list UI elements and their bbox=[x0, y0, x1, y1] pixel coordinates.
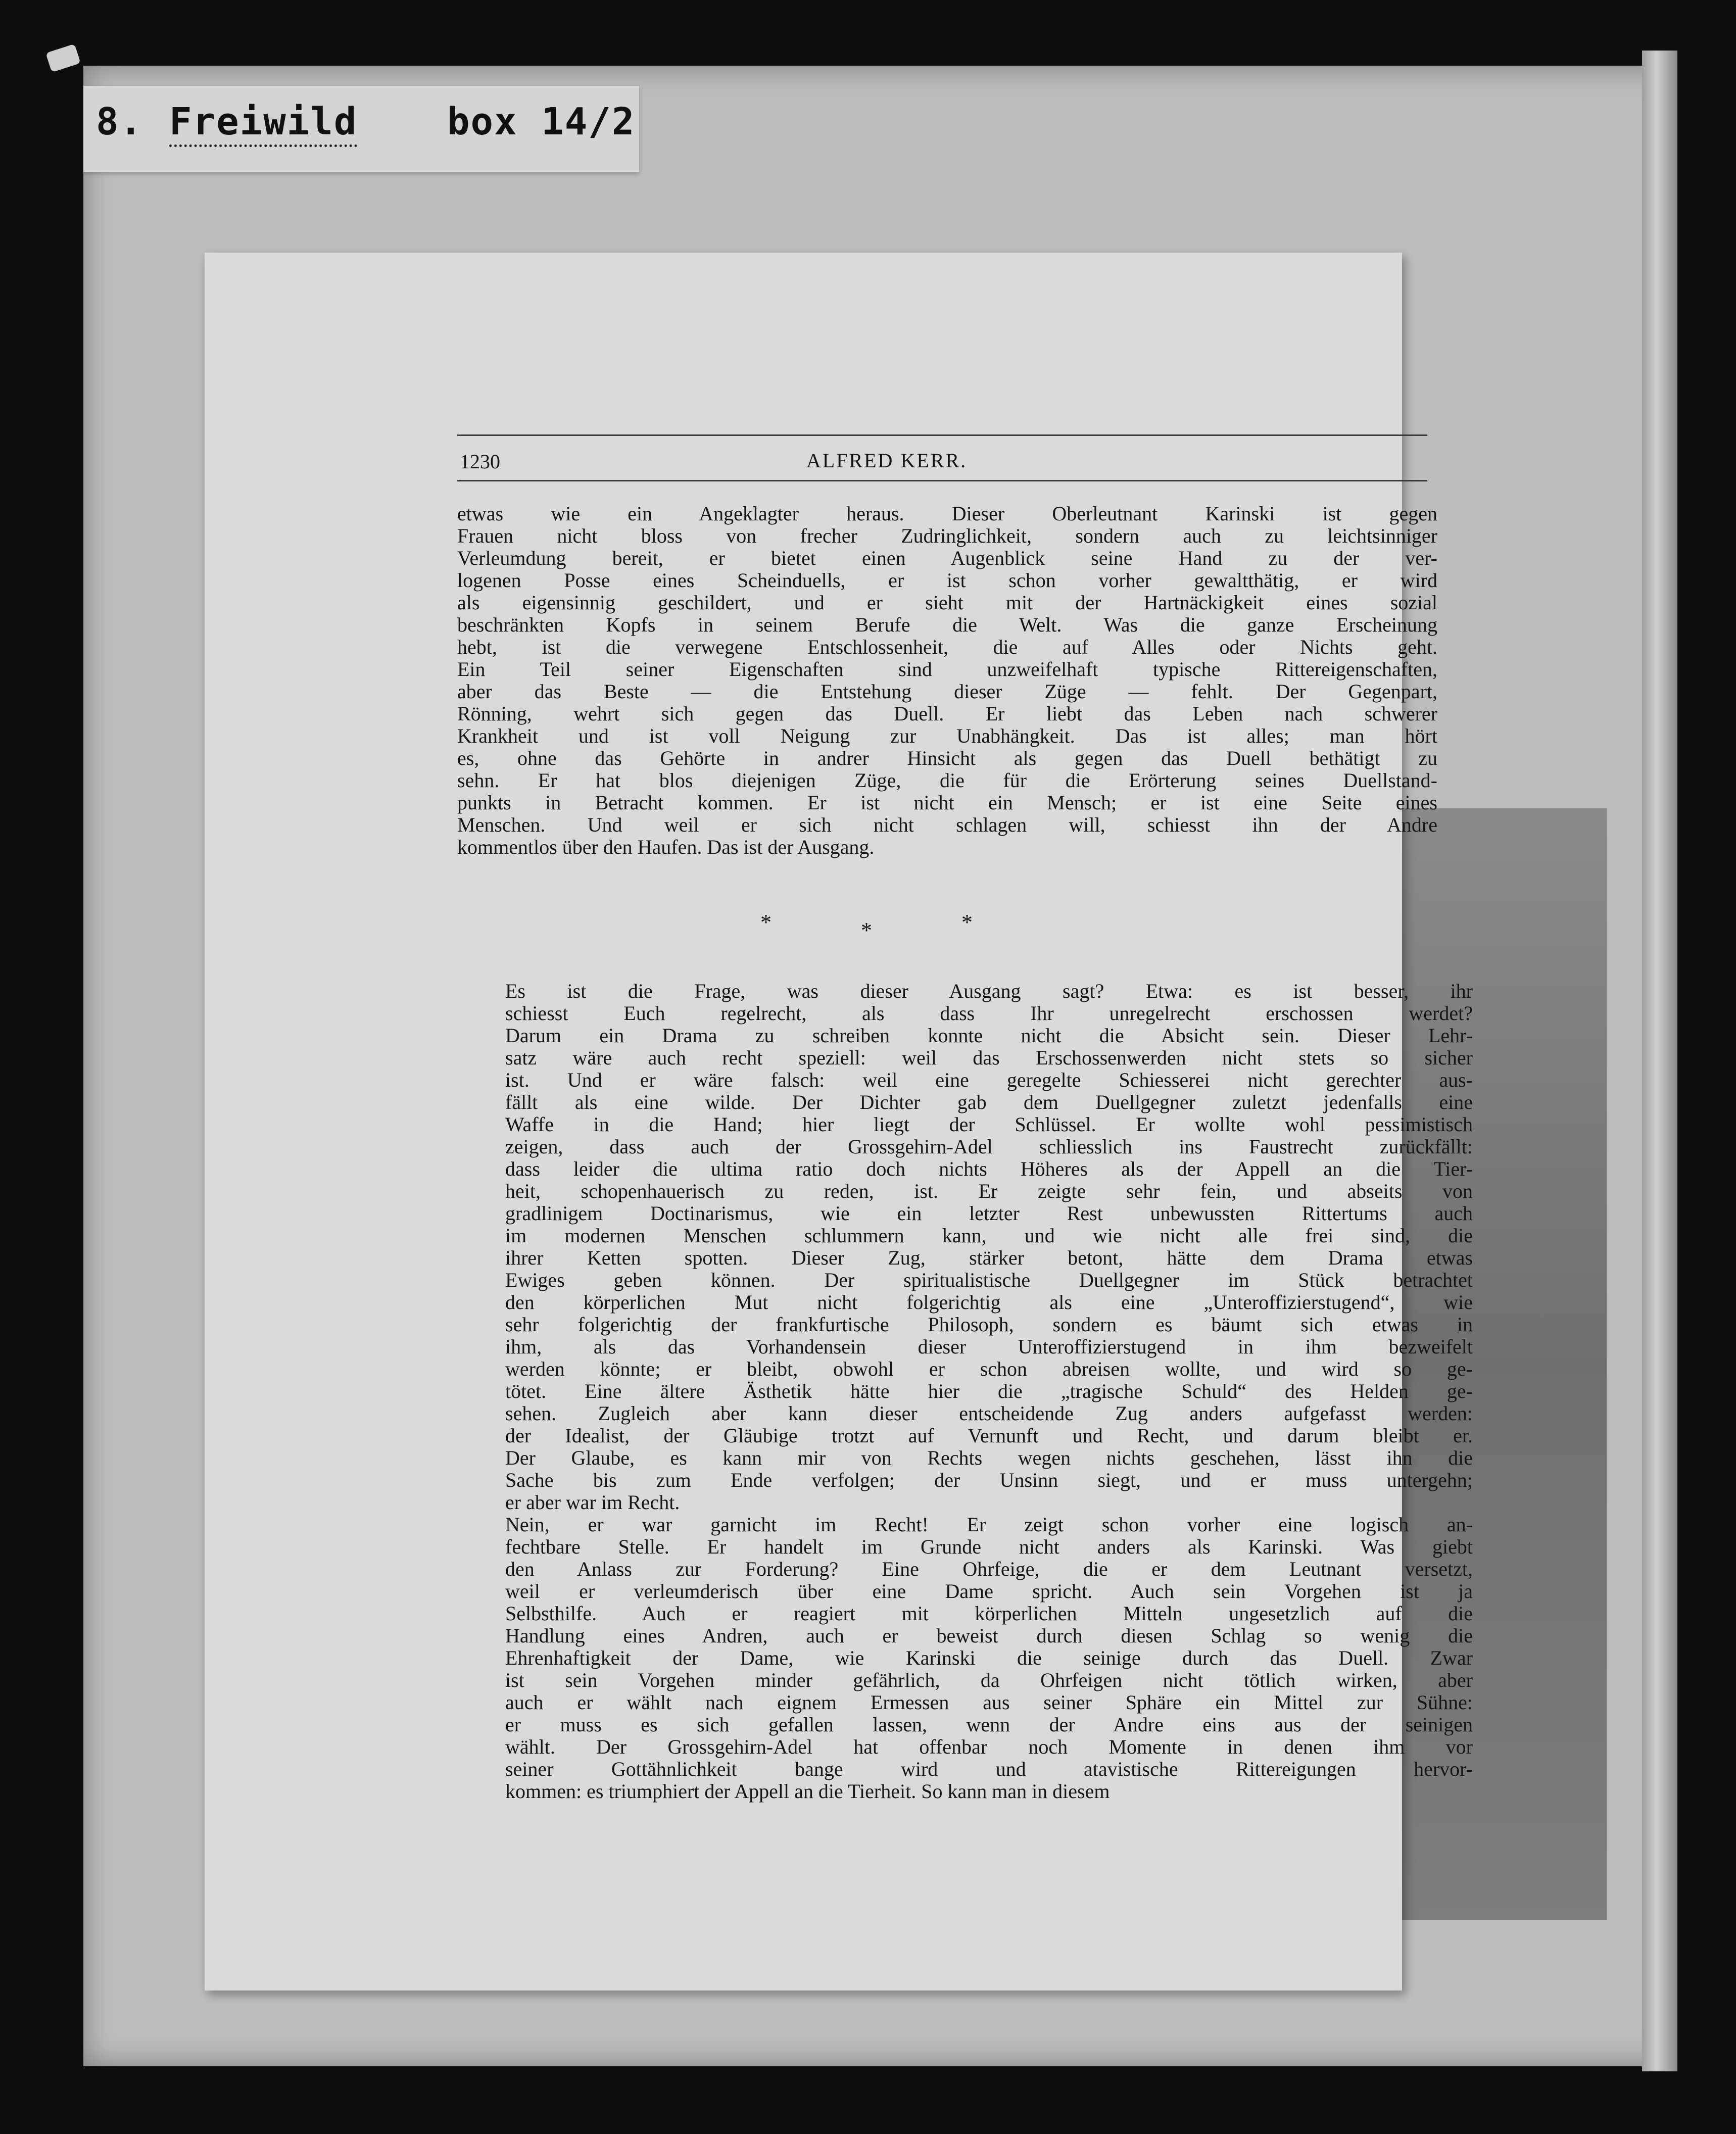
text-line: etwas wie ein Angeklagter heraus. Dieser Oberleutnant Karinski ist gegen bbox=[457, 502, 1437, 525]
text-line: fällt als eine wilde. Der Dichter gab dem Duellgegner zuletzt jedenfalls eine bbox=[505, 1091, 1473, 1113]
running-head: ALFRED KERR. bbox=[806, 449, 968, 472]
header-rule-bottom bbox=[457, 480, 1427, 481]
text-line: Es ist die Frage, was dieser Ausgang sagt? Etwa: es ist besser, ihr bbox=[505, 980, 1473, 1002]
text-line: es, ohne das Gehörte in andrer Hinsicht als gegen das Duell bethätigt zu bbox=[457, 747, 1437, 769]
text-line: punkts in Betracht kommen. Er ist nicht ein Mensch; er ist eine Seite eines bbox=[457, 791, 1437, 814]
text-line: als eigensinnig geschildert, und er sieht mit der Hartnäckigkeit eines sozial bbox=[457, 591, 1437, 614]
text-line: Handlung eines Andren, auch er beweist durch diesen Schlag so wenig die bbox=[505, 1624, 1473, 1647]
text-line: Frauen nicht bloss von frecher Zudringlichkeit, sondern auch zu leichtsinniger bbox=[457, 524, 1437, 547]
section-break bbox=[760, 909, 973, 943]
folder-number: 8. bbox=[96, 100, 143, 143]
text-line: dass leider die ultima ratio doch nichts Höheres als der Appell an die Tier- bbox=[505, 1157, 1473, 1180]
text-line: den körperlichen Mut nicht folgerichtig als eine „Unteroffizierstugend“, wie bbox=[505, 1291, 1473, 1314]
text-line: wählt. Der Grossgehirn-Adel hat offenbar noch Momente in denen ihm vor bbox=[505, 1735, 1473, 1758]
text-line: Ehrenhaftigkeit der Dame, wie Karinski die seinige durch das Duell. Zwar bbox=[505, 1646, 1473, 1669]
text-line: Darum ein Drama zu schreiben konnte nicht die Absicht sein. Dieser Lehr- bbox=[505, 1024, 1473, 1047]
text-line: zeigen, dass auch der Grossgehirn-Adel schliesslich ins Faustrecht zurückfällt: bbox=[505, 1135, 1473, 1158]
text-line: tötet. Eine ältere Ästhetik hätte hier die „tragische Schuld“ des Helden ge- bbox=[505, 1380, 1473, 1402]
text-line: Der Glaube, es kann mir von Rechts wegen nichts geschehen, lässt ihn die bbox=[505, 1446, 1473, 1469]
text-line: Sache bis zum Ende verfolgen; der Unsinn siegt, und er muss untergehn; bbox=[505, 1469, 1473, 1491]
text-line: kommentlos über den Haufen. Das ist der Ausgang. bbox=[457, 836, 875, 858]
paragraph-1 bbox=[457, 503, 1437, 858]
board-edge bbox=[1642, 51, 1677, 2071]
text-line: der Idealist, der Gläubige trotzt auf Vernunft und Recht, und darum bleibt er. bbox=[505, 1424, 1473, 1447]
paragraph-2 bbox=[457, 980, 1473, 1514]
text-line: Menschen. Und weil er sich nicht schlagen will, schiesst ihn der Andre bbox=[457, 813, 1437, 836]
text-line: Ein Teil seiner Eigenschaften sind unzweifelhaft typische Rittereigenschaften, bbox=[457, 658, 1437, 681]
text-line: logenen Posse eines Scheinduells, er ist schon vorher gewaltthätig, er wird bbox=[457, 569, 1437, 592]
text-line: ist. Und er wäre falsch: weil eine geregelte Schiesserei nicht gerechter aus- bbox=[505, 1069, 1473, 1091]
text-line: hebt, ist die verwegene Entschlossenheit, die auf Alles oder Nichts geht. bbox=[457, 636, 1437, 658]
text-line: Selbsthilfe. Auch er reagiert mit körperlichen Mitteln ungesetzlich auf die bbox=[505, 1602, 1473, 1625]
text-line: fechtbare Stelle. Er handelt im Grunde nicht anders als Karinski. Was giebt bbox=[505, 1535, 1473, 1558]
folder-title: Freiwild bbox=[169, 100, 357, 147]
text-line: den Anlass zur Forderung? Eine Ohrfeige, die er dem Leutnant versetzt, bbox=[505, 1558, 1473, 1580]
text-line: auch er wählt nach eignem Ermessen aus seiner Sphäre ein Mittel zur Sühne: bbox=[505, 1691, 1473, 1714]
text-line: Waffe in die Hand; hier liegt der Schlüssel. Er wollte wohl pessimistisch bbox=[505, 1113, 1473, 1136]
paragraph-3 bbox=[457, 1514, 1473, 1803]
text-line: aber das Beste — die Entstehung dieser Züge — fehlt. Der Gegenpart, bbox=[457, 680, 1437, 703]
page-number: 1230 bbox=[460, 450, 500, 473]
text-line: weil er verleumderisch über eine Dame spricht. Auch sein Vorgehen ist ja bbox=[505, 1580, 1473, 1603]
text-line: satz wäre auch recht speziell: weil das Erschossenwerden nicht stets so sicher bbox=[505, 1046, 1473, 1069]
text-line: sehr folgerichtig der frankfurtische Philosoph, sondern es bäumt sich etwas in bbox=[505, 1313, 1473, 1336]
folder-label bbox=[83, 86, 639, 172]
text-line: sehn. Er hat blos diejenigen Züge, die für die Erörterung seines Duellstand- bbox=[457, 769, 1437, 792]
header-rule-top bbox=[457, 434, 1427, 436]
text-line: Ewiges geben können. Der spiritualistische Duellgegner im Stück betrachtet bbox=[505, 1269, 1473, 1291]
text-line: Rönning, wehrt sich gegen das Duell. Er liebt das Leben nach schwerer bbox=[457, 702, 1437, 725]
text-line: ihm, als das Vorhandensein dieser Unteroffizierstugend in ihm bezweifelt bbox=[505, 1335, 1473, 1358]
text-line: gradlinigem Doctinarismus, wie ein letzter Rest unbewussten Rittertums auch bbox=[505, 1202, 1473, 1225]
text-line: im modernen Menschen schlummern kann, und wie nicht alle frei sind, die bbox=[505, 1224, 1473, 1247]
text-line: heit, schopenhauerisch zu reden, ist. Er zeigte sehr fein, und abseits von bbox=[505, 1180, 1473, 1202]
text-block-1 bbox=[457, 503, 1437, 858]
text-line: Verleumdung bereit, er bietet einen Augenblick seine Hand zu der ver- bbox=[457, 547, 1437, 569]
text-line: er muss es sich gefallen lassen, wenn der Andre eins aus der seinigen bbox=[505, 1713, 1473, 1736]
section-star: * bbox=[760, 910, 771, 935]
text-block-2 bbox=[457, 980, 1473, 1803]
text-line: werden könnte; er bleibt, obwohl er schon abreisen wollte, und wird so ge- bbox=[505, 1357, 1473, 1380]
text-line: beschränkten Kopfs in seinem Berufe die Welt. Was die ganze Erscheinung bbox=[457, 613, 1437, 636]
text-line: Krankheit und ist voll Neigung zur Unabhängkeit. Das ist alles; man hört bbox=[457, 724, 1437, 747]
section-star: * bbox=[861, 918, 872, 943]
section-star: * bbox=[961, 910, 973, 935]
text-line: Nein, er war garnicht im Recht! Er zeigt schon vorher eine logisch an- bbox=[505, 1513, 1473, 1536]
text-line: er aber war im Recht. bbox=[505, 1491, 680, 1514]
clipped-page bbox=[205, 253, 1473, 1991]
text-line: ist sein Vorgehen minder gefährlich, da Ohrfeigen nicht tötlich wirken, aber bbox=[505, 1669, 1473, 1691]
text-line: seiner Gottähnlichkeit bange wird und atavistische Rittereigungen hervor- bbox=[505, 1758, 1473, 1780]
text-line: schiesst Euch regelrecht, als dass Ihr unregelrecht erschossen werdet? bbox=[505, 1002, 1473, 1025]
text-line: kommen: es triumphiert der Appell an die Tierheit. So kann man in diesem bbox=[505, 1780, 1110, 1803]
text-line: ihrer Ketten spotten. Dieser Zug, stärker betont, hätte dem Drama etwas bbox=[505, 1246, 1473, 1269]
text-line: sehen. Zugleich aber kann dieser entscheidende Zug anders aufgefasst werden: bbox=[505, 1402, 1473, 1425]
box-reference: box 14/2 bbox=[447, 100, 636, 143]
